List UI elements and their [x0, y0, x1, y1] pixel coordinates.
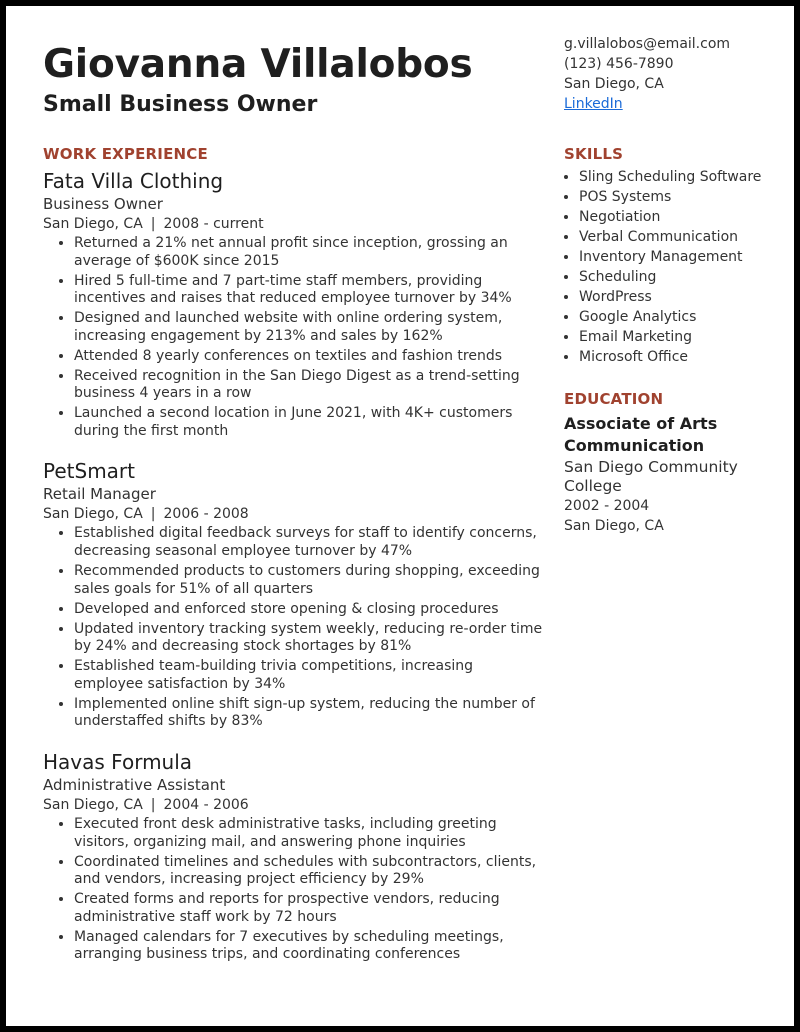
contact-email: g.villalobos@email.com — [564, 36, 731, 52]
job-location: San Diego, CA — [43, 506, 143, 523]
job-bullet: • Executed front desk administrative tasks, including greeting visitors, organizing mail, and answering phone inquiries — [74, 816, 543, 851]
job-bullet: • Established digital feedback surveys for staff to identify concerns, decreasing seasonal employee turnover by 47% — [74, 525, 543, 560]
education-school: San Diego Community College — [564, 458, 738, 495]
job-bullet: • Launched a second location in June 2021, with 4K+ customers during the first month — [74, 405, 543, 440]
linkedin-link[interactable]: LinkedIn — [564, 96, 623, 112]
candidate-headline: Small Business Owner — [43, 92, 318, 117]
skills-list — [564, 168, 764, 366]
separator: | — [150, 796, 156, 813]
education-location: San Diego, CA — [564, 518, 664, 534]
job-role: Administrative Assistant — [43, 775, 226, 794]
job-bullets — [43, 525, 543, 730]
job-bullet: • Developed and enforced store opening & closing procedures — [74, 601, 543, 619]
job-meta — [43, 214, 543, 234]
job-bullet: • Managed calendars for 7 executives by scheduling meetings, arranging business trips, and coordinating conferences — [74, 929, 543, 964]
job-meta — [43, 504, 543, 524]
contact-phone: (123) 456-7890 — [564, 56, 674, 72]
job-bullet: • Recommended products to customers during shopping, exceeding sales goals for 51% of all quarters — [74, 563, 543, 598]
job-company: PetSmart — [43, 459, 135, 484]
job-entry — [43, 458, 543, 730]
skill-item: • Sling Scheduling Software — [579, 168, 764, 186]
work-experience-heading: WORK EXPERIENCE — [43, 145, 208, 163]
skills-section — [564, 145, 764, 366]
job-dates: 2008 - current — [163, 216, 264, 232]
job-bullet: • Designed and launched website with online ordering system, increasing engagement by 213% and sales by 162% — [74, 310, 543, 345]
candidate-name: Giovanna Villalobos — [43, 42, 473, 87]
skill-item: • Scheduling — [579, 268, 764, 286]
skill-item: • Microsoft Office — [579, 348, 764, 366]
job-dates: 2004 - 2006 — [163, 796, 249, 813]
job-dates: 2006 - 2008 — [163, 506, 249, 523]
skill-item: • Inventory Management — [579, 248, 764, 266]
job-bullets — [43, 816, 543, 964]
education-dates: 2002 - 2004 — [564, 498, 650, 514]
education-section — [564, 390, 764, 536]
job-entry — [43, 168, 543, 440]
contact-location: San Diego, CA — [564, 76, 664, 92]
job-location: San Diego, CA — [43, 216, 143, 232]
education-degree: Associate of Arts Communication — [564, 414, 718, 455]
skill-item: • WordPress — [579, 288, 764, 306]
resume-page — [6, 6, 794, 1026]
job-company: Havas Formula — [43, 749, 193, 774]
work-experience-section — [43, 145, 543, 982]
skill-item: • Verbal Communication — [579, 228, 764, 246]
skills-heading: SKILLS — [564, 145, 624, 163]
education-heading: EDUCATION — [564, 390, 664, 408]
job-meta — [43, 795, 543, 815]
job-role: Business Owner — [43, 195, 163, 213]
job-bullet: • Received recognition in the San Diego Digest as a trend-setting business 4 years in a row — [74, 368, 543, 403]
separator: | — [150, 506, 156, 523]
job-bullet: • Coordinated timelines and schedules with subcontractors, clients, and vendors, increasing project efficiency by 29% — [74, 854, 543, 889]
job-bullet: • Created forms and reports for prospective vendors, reducing administrative staff work by 72 hours — [74, 891, 543, 926]
job-role: Retail Manager — [43, 485, 156, 504]
job-bullet: • Implemented online shift sign-up system, reducing the number of understaffed shifts by 83% — [74, 696, 543, 731]
job-bullet: • Returned a 21% net annual profit since inception, grossing an average of $600K since 2015 — [74, 235, 543, 270]
skill-item: • Negotiation — [579, 208, 764, 226]
contact-info — [564, 34, 730, 114]
job-bullet: • Attended 8 yearly conferences on textiles and fashion trends — [74, 348, 543, 366]
job-bullets — [43, 235, 543, 440]
sidebar-column — [564, 145, 764, 536]
job-company: Fata Villa Clothing — [43, 169, 224, 193]
job-bullet: • Hired 5 full-time and 7 part-time staff members, providing incentives and raises that reduced employee turnover by 34% — [74, 273, 543, 308]
skill-item: • Email Marketing — [579, 328, 764, 346]
skill-item: • POS Systems — [579, 188, 764, 206]
separator: | — [150, 216, 156, 232]
skill-item: • Google Analytics — [579, 308, 764, 326]
job-location: San Diego, CA — [43, 796, 143, 813]
job-entry — [43, 749, 543, 964]
job-bullet: • Established team-building trivia competitions, increasing employee satisfaction by 34% — [74, 658, 543, 693]
job-bullet: • Updated inventory tracking system weekly, reducing re-order time by 24% and decreasing stock shortages by 81% — [74, 621, 543, 656]
